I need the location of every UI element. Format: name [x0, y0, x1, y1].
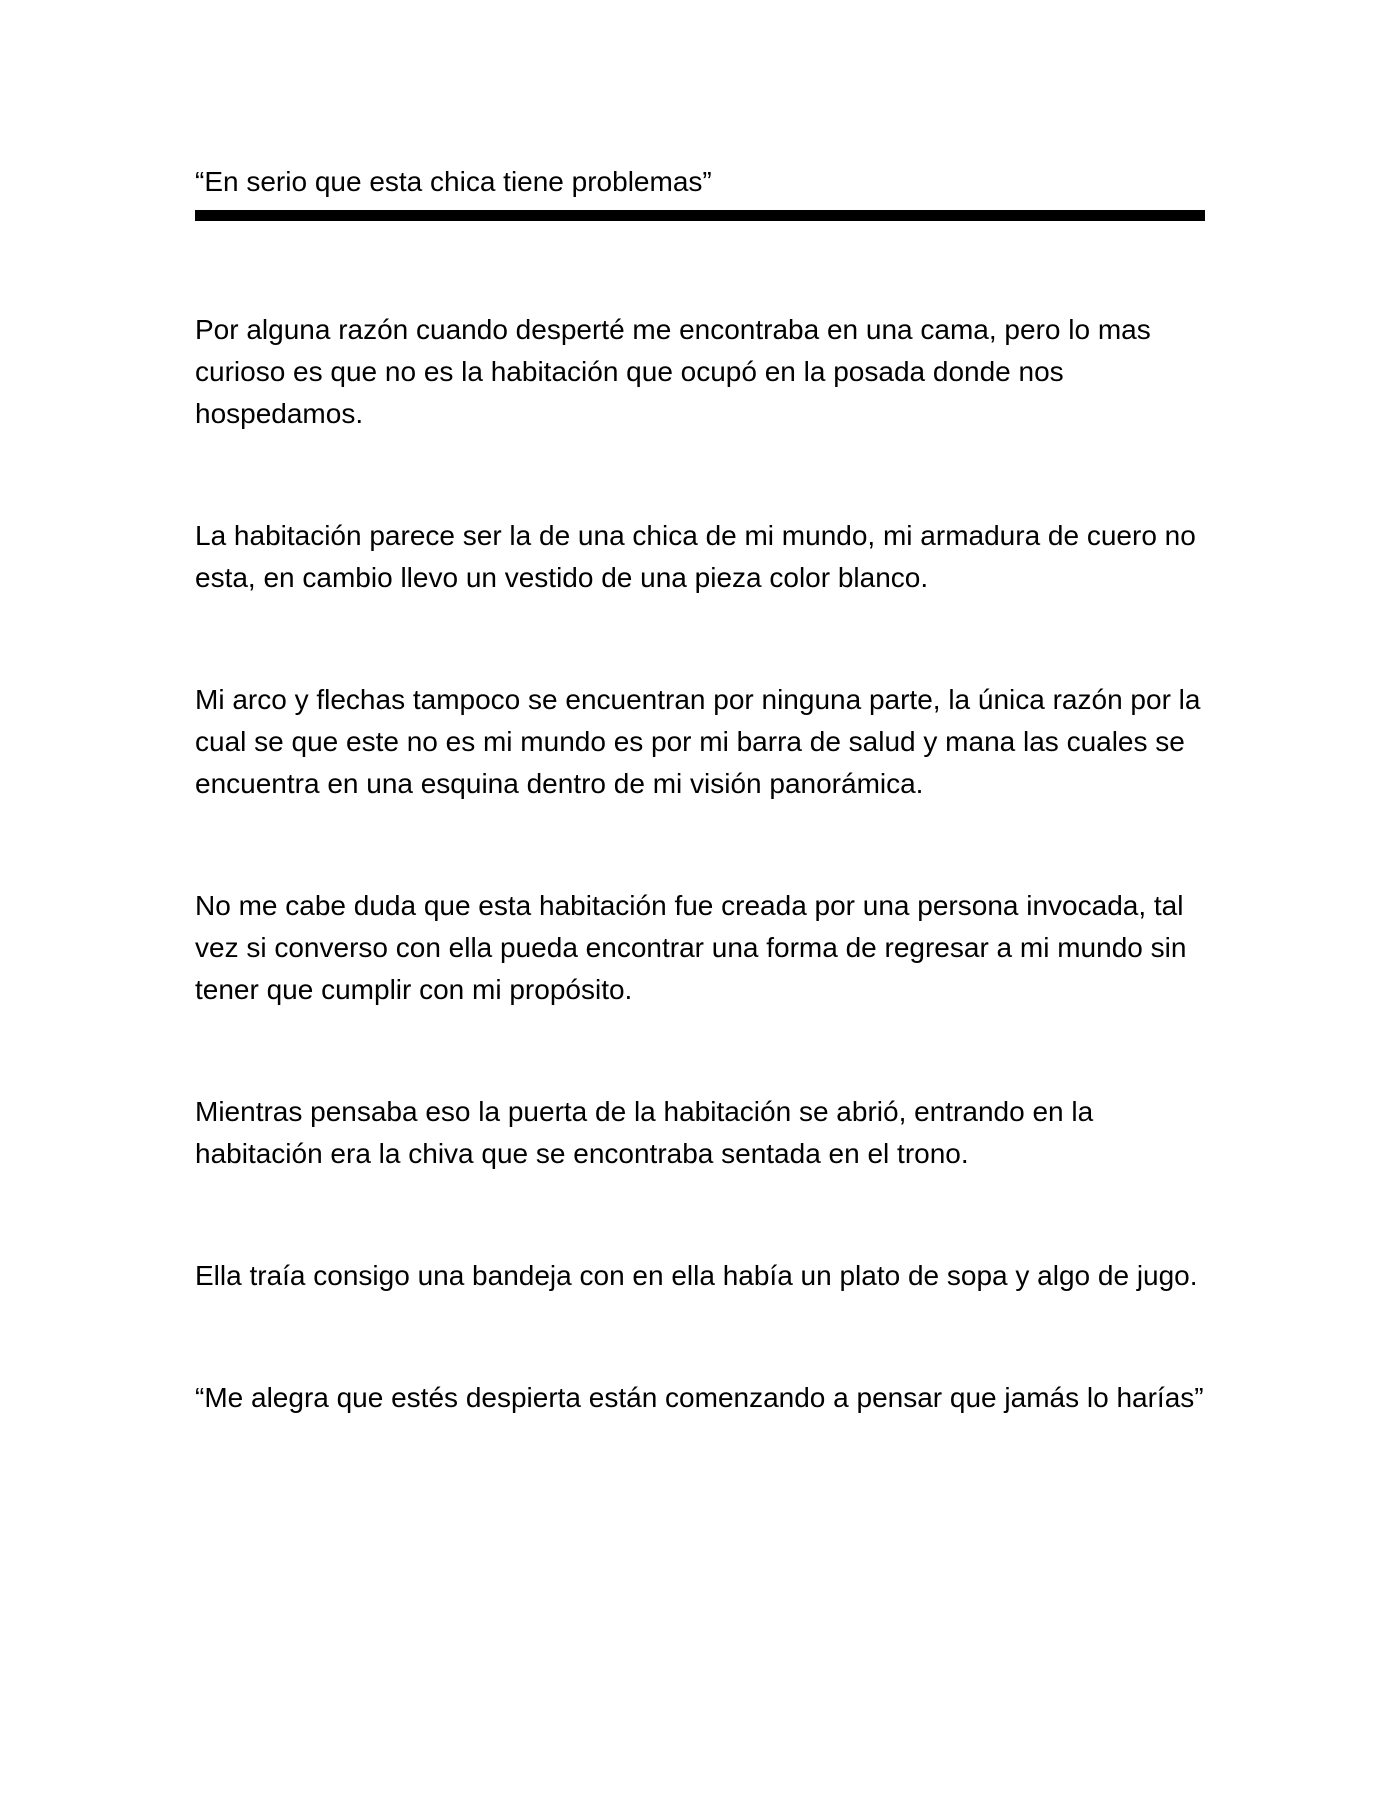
- page-heading: “En serio que esta chica tiene problemas”: [195, 166, 712, 197]
- paragraph-2: La habitación parece ser la de una chica de mi mundo, mi armadura de cuero no esta, en cambio llevo un vestido de una pieza color blanco.: [195, 520, 1196, 593]
- document-page: [195, 160, 1205, 1499]
- paragraph-6: Ella traía consigo una bandeja con en ella había un plato de sopa y algo de jugo.: [195, 1260, 1198, 1291]
- paragraph-7: “Me alegra que estés despierta están comenzando a pensar que jamás lo harías”: [195, 1382, 1204, 1413]
- paragraph-3: Mi arco y flechas tampoco se encuentran por ninguna parte, la única razón por la cual se que este no es mi mundo es por mi barra de salud y mana las cuales se encuentra en una esquina dentro de mi visión panorámica.: [195, 684, 1201, 799]
- heading-rule: [195, 210, 1205, 221]
- paragraph-5: Mientras pensaba eso la puerta de la habitación se abrió, entrando en la habitación era la chiva que se encontraba sentada en el trono.: [195, 1096, 1094, 1169]
- paragraph-4: No me cabe duda que esta habitación fue creada por una persona invocada, tal vez si converso con ella pueda encontrar una forma de regresar a mi mundo sin tener que cumplir con mi propósito.: [195, 890, 1187, 1005]
- body-text: [195, 309, 1205, 1419]
- paragraph-1: Por alguna razón cuando desperté me encontraba en una cama, pero lo mas curioso es que no es la habitación que ocupó en la posada donde nos hospedamos.: [195, 314, 1151, 429]
